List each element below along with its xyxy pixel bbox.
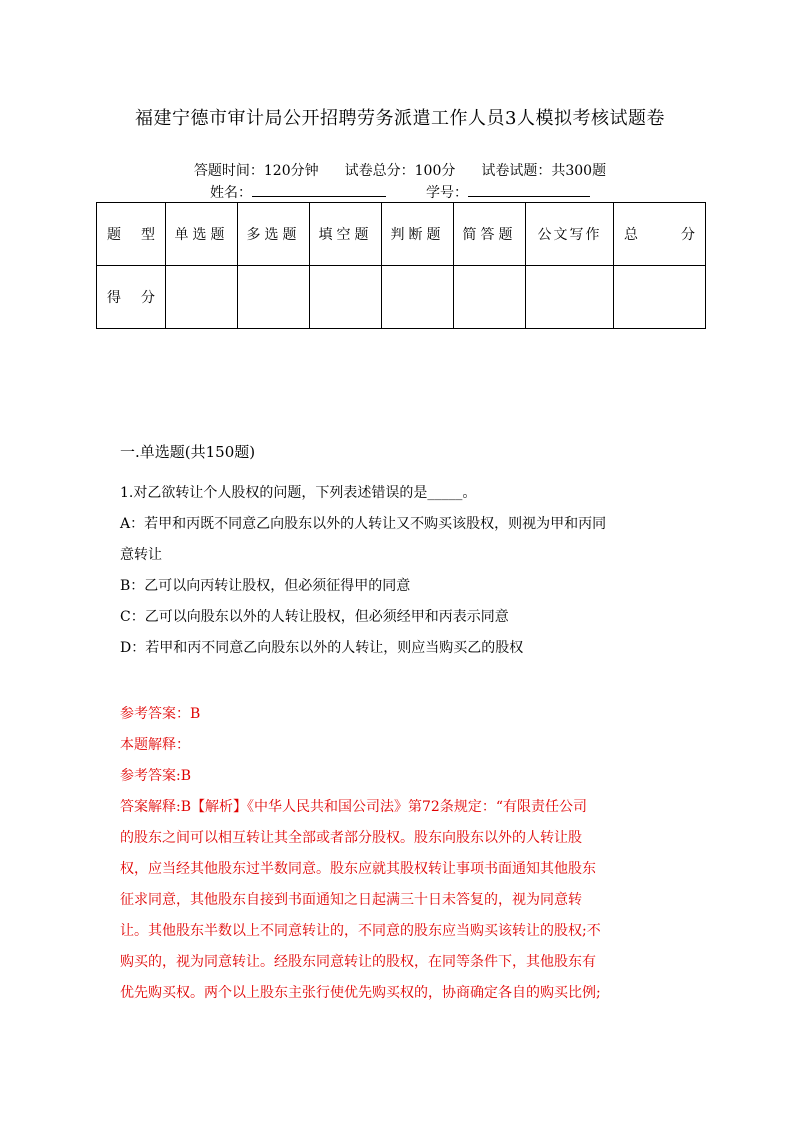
question-1 — [120, 478, 690, 664]
column-fill-blank: 填空题 — [310, 203, 382, 266]
score-cell[interactable] — [454, 266, 526, 329]
student-id-field[interactable] — [468, 184, 590, 197]
answer-block — [120, 699, 690, 1009]
score-cell-total[interactable] — [614, 266, 706, 329]
option-b[interactable]: B：乙可以向丙转让股权，但必须征得甲的同意 — [120, 578, 411, 594]
question-type-header: 题 型 — [97, 203, 166, 266]
student-info-line — [0, 182, 800, 202]
column-official-writing: 公文写作 — [526, 203, 614, 266]
score-cell[interactable] — [310, 266, 382, 329]
exam-question-count: 试卷试题：共300题 — [481, 163, 607, 179]
score-table-score-row — [97, 266, 706, 329]
option-a-continued[interactable]: 意转让 — [120, 547, 162, 563]
option-c[interactable]: C：乙可以向股东以外的人转让股权，但必须经甲和丙表示同意 — [120, 609, 509, 625]
explanation-line: 优先购买权。两个以上股东主张行使优先购买权的，协商确定各自的购买比例; — [120, 985, 601, 1001]
explanation-label: 本题解释： — [120, 737, 190, 753]
option-a[interactable]: A：若甲和丙既不同意乙向股东以外的人转让又不购买该股权，则视为甲和丙同 — [120, 516, 607, 532]
score-cell[interactable] — [526, 266, 614, 329]
exam-info-line — [0, 160, 800, 180]
exam-total-score: 试卷总分：100分 — [344, 163, 456, 179]
question-stem: 1.对乙欲转让个人股权的问题，下列表述错误的是_____。 — [120, 485, 477, 501]
column-true-false: 判断题 — [382, 203, 454, 266]
explanation-line: 答案解释:B【解析】《中华人民共和国公司法》第72条规定：“有限责任公司 — [120, 799, 587, 815]
student-id-label: 学号： — [426, 185, 468, 201]
column-single-choice: 单选题 — [166, 203, 238, 266]
column-short-answer: 简答题 — [454, 203, 526, 266]
score-cell[interactable] — [382, 266, 454, 329]
section-title: 一.单选题(共150题) — [120, 443, 256, 461]
score-table-header-row — [97, 203, 706, 266]
score-cell[interactable] — [238, 266, 310, 329]
exam-title: 福建宁德市审计局公开招聘劳务派遣工作人员3人模拟考核试题卷 — [135, 108, 665, 129]
score-cell[interactable] — [166, 266, 238, 329]
total-score-header: 总 分 — [614, 203, 706, 266]
score-table — [96, 202, 706, 329]
explanation-line: 购买的，视为同意转让。经股东同意转让的股权，在同等条件下，其他股东有 — [120, 954, 596, 970]
reference-answer-2: 参考答案:B — [120, 768, 192, 784]
explanation-line: 让。其他股东半数以上不同意转让的，不同意的股东应当购买该转让的股权;不 — [120, 923, 601, 939]
explanation-line: 的股东之间可以相互转让其全部或者部分股权。股东向股东以外的人转让股 — [120, 830, 582, 846]
reference-answer: 参考答案：B — [120, 706, 201, 722]
name-label: 姓名： — [210, 185, 252, 201]
exam-time: 答题时间：120分钟 — [193, 163, 319, 179]
explanation-line: 权，应当经其他股东过半数同意。股东应就其股权转让事项书面通知其他股东 — [120, 861, 596, 877]
option-d[interactable]: D：若甲和丙不同意乙向股东以外的人转让，则应当购买乙的股权 — [120, 640, 524, 656]
name-field[interactable] — [252, 184, 386, 197]
score-row-label: 得 分 — [97, 266, 166, 329]
explanation-line: 征求同意，其他股东自接到书面通知之日起满三十日未答复的，视为同意转 — [120, 892, 582, 908]
column-multi-choice: 多选题 — [238, 203, 310, 266]
